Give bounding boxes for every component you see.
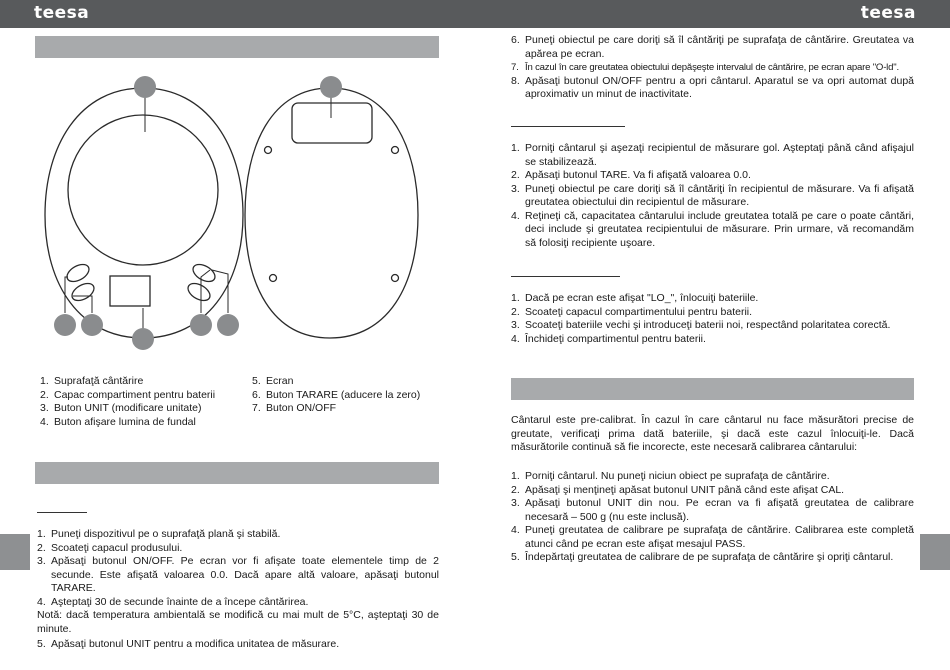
page-edge-tab-left (0, 534, 30, 570)
list-item: 3. Puneţi obiectul pe care doriţi să îl cântăriţi în recipientul de măsurare. Va fi afişată greutatea obiectului din recipientul de măsurare. (511, 182, 914, 208)
callout-marker-6 (190, 314, 212, 336)
list-item: 1. Suprafaţă cântărire (40, 375, 144, 387)
unit-button (64, 261, 92, 285)
subheading-underline-battery (511, 276, 620, 277)
usage-continued (511, 34, 914, 102)
brand-logo-right: teesa (860, 3, 916, 23)
backlight-button (69, 280, 97, 304)
foot-bottom-left (270, 275, 277, 282)
temperature-note: Notă: dacă temperatura ambientală se modifică cu mai mult de 5°C, aşteptaţi 30 de minute. (37, 609, 439, 635)
page-edge-tab-right (920, 534, 950, 570)
scale-back-outline (245, 88, 418, 338)
list-item: 3. Scoateţi bateriile vechi şi introduceţi baterii noi, respectând polaritatea corectă. (511, 319, 891, 331)
list-item: 4. Închideţi compartimentul pentru baterii. (511, 332, 706, 345)
foot-top-left (265, 147, 272, 154)
weighing-platform (68, 115, 218, 265)
foot-top-right (392, 147, 399, 154)
list-item: 5. Îndepărtaţi greutatea de calibrare de pe suprafaţa de cântărire şi opriţi cântarul. (511, 551, 894, 563)
section-bar-calibration (511, 378, 914, 400)
list-item: 1. Porniţi cântarul şi aşezaţi recipientul de măsurare gol. Aşteptaţi până când afişajul se stabilizează. (511, 142, 914, 168)
list-item: 2. Capac compartiment pentru baterii (40, 388, 216, 401)
list-item: 2. Apăsaţi şi menţineţi apăsat butonul UNIT până când este afişat CAL. (511, 483, 845, 496)
parts-list-col1 (40, 375, 240, 429)
scale-diagram (40, 70, 440, 355)
list-item: 4. Reţineţi că, capacitatea cântarului include greutatea totală pe care o poate cântări, deci include şi greutatea recipientului de măsurare. Prin urmare, vă recomandăm să folosiţi recipiente uşoare. (511, 209, 914, 249)
display-screen (110, 276, 150, 306)
foot-bottom-right (392, 275, 399, 282)
list-item: 1. Puneţi dispozitivul pe o suprafaţă plană şi stabilă. (37, 528, 281, 540)
list-item: 1. Porniţi cântarul. Nu puneţi niciun obiect pe suprafaţa de cântărire. (511, 470, 830, 482)
list-item: 2. Scoateţi capacul compartimentului pentru baterii. (511, 305, 753, 318)
list-item: 7. În cazul în care greutatea obiectului depăşeşte intervalul de cântărire, pe ecran apare "O-ld". (511, 62, 899, 73)
callout-marker-2 (320, 76, 342, 98)
callout-marker-1 (134, 76, 156, 98)
subheading-underline (37, 512, 87, 513)
list-item: 6. Puneţi obiectul pe care doriţi să îl cântăriţi pe suprafaţa de cântărire. Greutatea va apărea pe ecran. (511, 34, 914, 60)
list-item: 3. Buton UNIT (modificare unitate) (40, 402, 202, 414)
tare-instructions (511, 142, 914, 250)
list-item: 8. Apăsaţi butonul ON/OFF pentru a opri cântarul. Aparatul se va opri automat după aproximativ un minut de inactivitate. (511, 74, 914, 100)
tare-button (190, 261, 218, 285)
list-item: 4. Buton afişare lumina de fundal (40, 415, 196, 428)
callout-line-3 (65, 277, 68, 313)
list-item: 3. Apăsaţi butonul ON/OFF. Pe ecran vor fi afişate toate elementele timp de 2 secunde. Este afişată valoarea 0.0. Dacă apare altă valoare, apăsaţi butonul TARARE. (37, 555, 439, 594)
battery-instructions (511, 292, 914, 346)
brand-logo-left: teesa (34, 3, 90, 23)
callout-marker-7 (217, 314, 239, 336)
list-item: 2. Apăsaţi butonul TARE. Va fi afişată valoarea 0.0. (511, 169, 751, 181)
onoff-button (185, 280, 213, 304)
calibration-instructions (511, 470, 914, 565)
section-bar-usage (35, 462, 439, 484)
callout-line-4 (73, 296, 92, 313)
parts-list-col2 (252, 375, 437, 416)
list-item: 7. Buton ON/OFF (252, 402, 337, 414)
list-item: 5. Apăsaţi butonul UNIT pentru a modifica unitatea de măsurare. (37, 638, 340, 650)
battery-compartment (292, 103, 372, 143)
list-item: 6. Buton TARARE (aducere la zero) (252, 388, 421, 401)
list-item: 1. Dacă pe ecran este afişat "LO_", înlocuiţi bateriile. (511, 292, 759, 304)
list-item: 3. Apăsaţi butonul UNIT din nou. Pe ecran va fi afişată greutatea de calibrare necesară – 500 g (nu este inclusă). (511, 497, 914, 523)
header-bar (0, 0, 950, 28)
list-item: 5. Ecran (252, 375, 294, 387)
callout-marker-5 (132, 328, 154, 350)
usage-instructions (37, 528, 439, 652)
list-item: 2. Scoateţi capacul produsului. (37, 541, 183, 554)
list-item: 4. Puneţi greutatea de calibrare pe suprafaţa de cântărire. Calibrarea este completă atunci când pe ecran este afişat mesajul PASS. (511, 524, 914, 550)
callout-marker-4 (81, 314, 103, 336)
section-bar-description (35, 36, 439, 58)
callout-marker-3 (54, 314, 76, 336)
subheading-underline-tare (511, 126, 625, 127)
calibration-intro: Cântarul este pre-calibrat. În cazul în care cântarul nu face măsurători precise de greutate, verificaţi prima dată bateriile, şi dacă este cazul înlocuiţi-le. Dacă măsurătorile continuă să fie incorecte, este necesară calibrarea cântarului: (511, 414, 914, 453)
list-item: 4. Aşteptaţi 30 de secunde înainte de a începe cântărirea. (37, 595, 309, 608)
